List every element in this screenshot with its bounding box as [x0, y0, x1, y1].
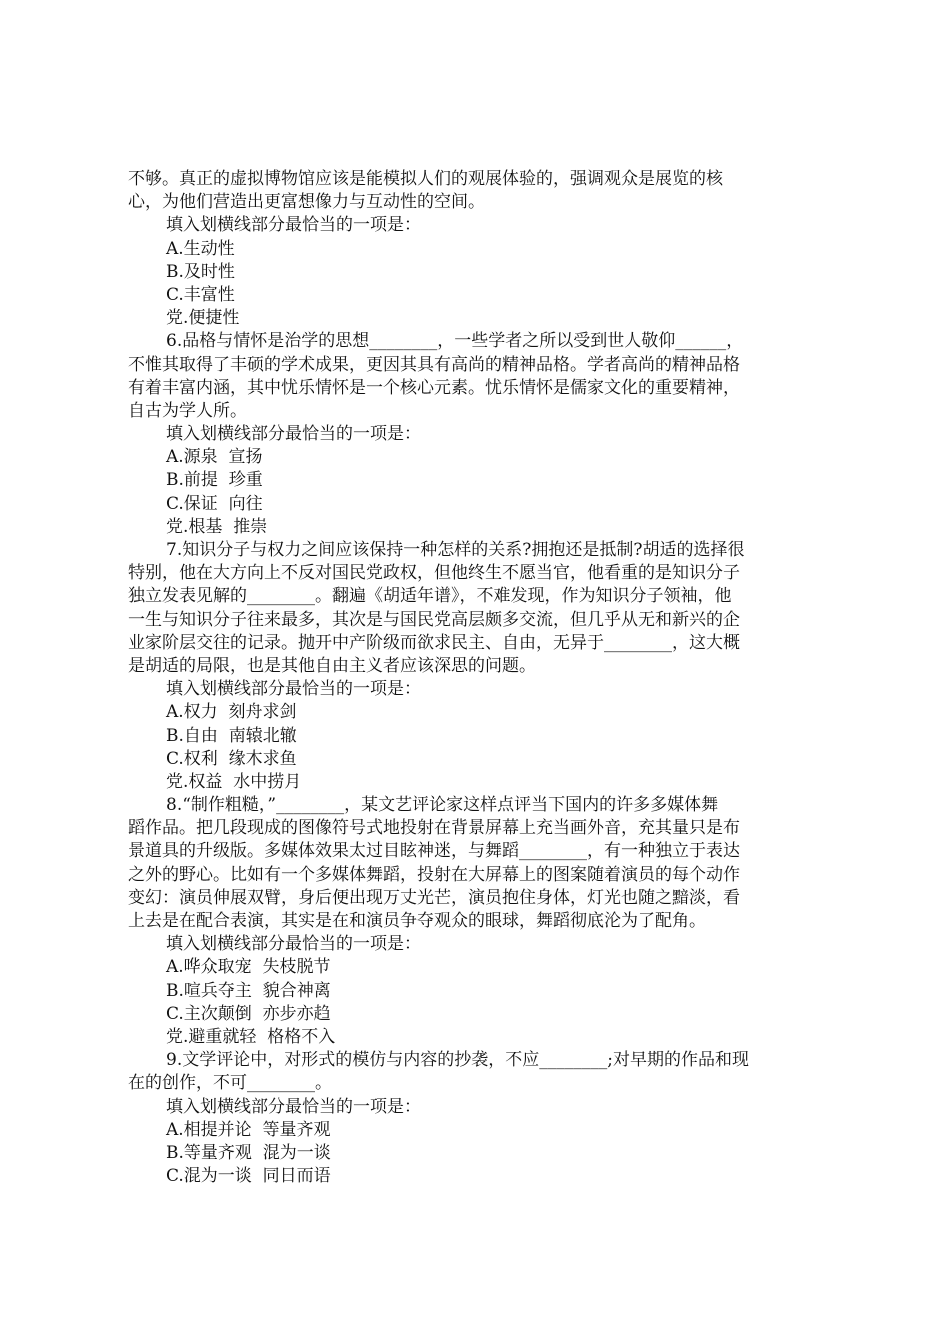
question-6-line: 6.品格与情怀是治学的思想________，一些学者之所以受到世人敬仰______， [166, 331, 744, 352]
option-b: B.喧兵夺主 貌合神离 [166, 980, 331, 1001]
paragraph-line: 景道具的升级版。多媒体效果太过目眩神迷，与舞蹈________，有一种独立于表达 [128, 841, 740, 862]
question-prompt: 填入划横线部分最恰当的一项是： [166, 424, 421, 445]
paragraph-line: 有着丰富内涵，其中忧乐情怀是一个核心元素。忧乐情怀是儒家文化的重要精神， [128, 377, 740, 398]
paragraph-line: 变幻：演员伸展双臂，身后便出现万丈光芒，演员抱住身体，灯光也随之黯淡，看 [128, 887, 740, 908]
paragraph-line: 独立发表见解的________。翻遍《胡适年谱》，不难发现，作为知识分子领袖，他 [128, 586, 732, 607]
paragraph-line: 在的创作，不可________。 [128, 1073, 332, 1094]
paragraph-line: 蹈作品。把几段现成的图像符号式地投射在背景屏幕上充当画外音，充其量只是布 [128, 818, 740, 839]
option-b: B.前提 珍重 [166, 470, 263, 491]
paragraph-line: 之外的野心。比如有一个多媒体舞蹈，投射在大屏幕上的图案随着演员的每个动作 [128, 864, 740, 885]
paragraph-line: 不够。真正的虚拟博物馆应该是能模拟人们的观展体验的，强调观众是展览的核 [128, 169, 723, 189]
option-d: 党.根基 推崇 [166, 516, 268, 537]
option-d: 党.便捷性 [166, 308, 240, 329]
question-9-line: 9.文学评论中，对形式的模仿与内容的抄袭，不应________;对早期的作品和现 [166, 1050, 749, 1071]
option-c: C.权利 缘木求鱼 [166, 748, 297, 769]
question-prompt: 填入划横线部分最恰当的一项是： [166, 215, 421, 236]
paragraph-line: 业家阶层交往的记录。抛开中产阶级而欲求民主、自由，无异于________，这大概 [128, 632, 740, 653]
paragraph-line: 是胡适的局限，也是其他自由主义者应该深思的问题。 [128, 655, 536, 676]
paragraph-line: 不惟其取得了丰硕的学术成果，更因其具有高尚的精神品格。学者高尚的精神品格 [128, 354, 740, 375]
paragraph-line: 一生与知识分子往来最多，其次是与国民党高层颇多交流，但几乎从无和新兴的企 [128, 609, 740, 630]
question-prompt: 填入划横线部分最恰当的一项是： [166, 1096, 421, 1117]
question-prompt: 填入划横线部分最恰当的一项是： [166, 934, 421, 955]
option-a: A.哗众取宠 失枝脱节 [166, 957, 331, 978]
paragraph-line: 上去是在配合表演，其实是在和演员争夺观众的眼球，舞蹈彻底沦为了配角。 [128, 911, 706, 931]
option-b: B.自由 南辕北辙 [166, 725, 297, 746]
paragraph-line: 特别，他在大方向上不反对国民党政权，但他终生不愿当官，他看重的是知识分子 [128, 563, 740, 584]
paragraph-line: 心，为他们营造出更富想像力与互动性的空间。 [128, 192, 485, 213]
option-d: 党.避重就轻 格格不入 [166, 1026, 336, 1047]
option-c: C.丰富性 [166, 284, 235, 305]
option-a: A.生动性 [166, 238, 235, 259]
paragraph-line: 自古为学人所。 [128, 400, 247, 421]
option-d: 党.权益 水中捞月 [166, 771, 302, 792]
question-prompt: 填入划横线部分最恰当的一项是： [166, 679, 421, 700]
option-a: A.源泉 宣扬 [166, 447, 263, 468]
option-b: B.等量齐观 混为一谈 [166, 1142, 331, 1163]
option-a: A.相提并论 等量齐观 [166, 1119, 331, 1140]
option-c: C.保证 向往 [166, 493, 263, 514]
option-c: C.混为一谈 同日而语 [166, 1166, 331, 1187]
question-8-line: 8.“制作粗糙，”________，某文艺评论家这样点评当下国内的许多多媒体舞 [166, 795, 719, 816]
option-b: B.及时性 [166, 261, 235, 282]
question-7-line: 7.知识分子与权力之间应该保持一种怎样的关系?拥抱还是抵制?胡适的选择很 [166, 540, 745, 560]
option-c: C.主次颠倒 亦步亦趋 [166, 1003, 331, 1024]
document-body [128, 168, 832, 1188]
option-a: A.权力 刻舟求剑 [166, 702, 297, 723]
